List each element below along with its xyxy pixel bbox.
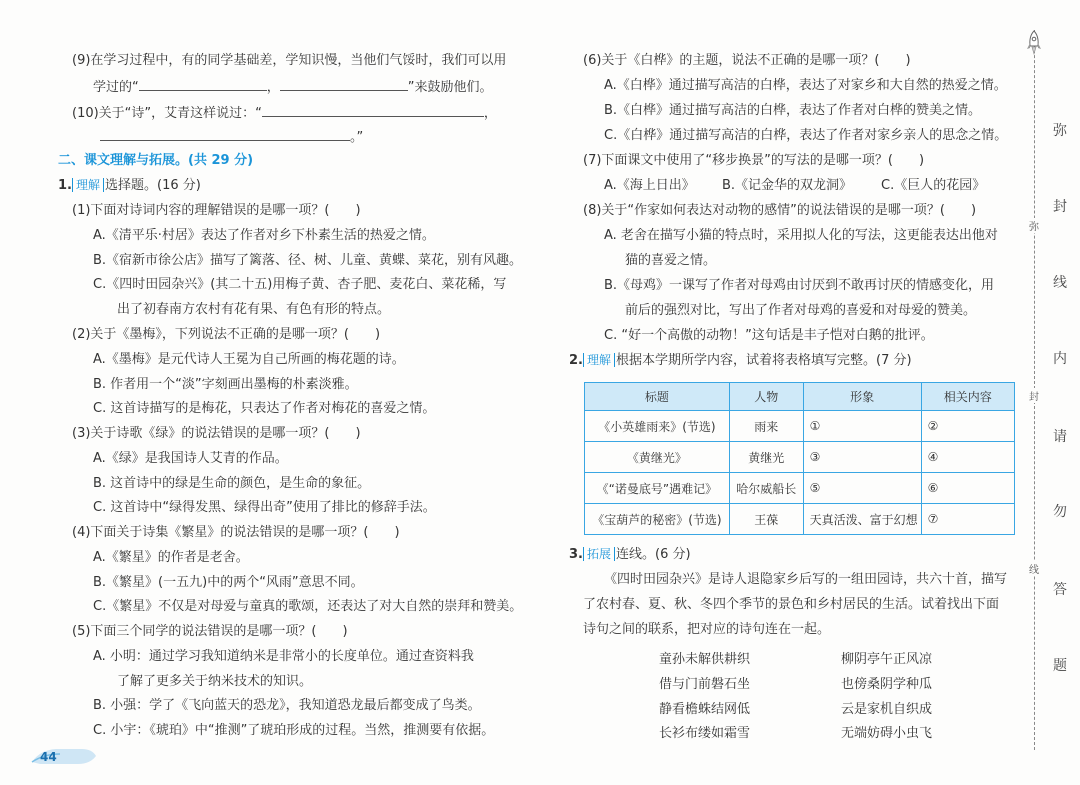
- q1-5-option-b[interactable]: B. 小强：学了《飞向蓝天的恐龙》，我知道恐龙最后都变成了鸟类。: [93, 698, 481, 713]
- match-right-item[interactable]: 也傍桑阴学种瓜: [841, 677, 933, 692]
- seal-char: 弥: [1053, 123, 1067, 139]
- seal-char: 内: [1053, 351, 1067, 367]
- q1-8: (8)关于“作家如何表达对动物的感情”的说法错误的是哪一项？( ): [583, 203, 977, 218]
- match-right-item[interactable]: 柳阴亭午正风凉: [841, 652, 933, 667]
- table-header: 标题: [585, 383, 730, 411]
- q1-8-option-a-cont: 猫的喜爱之情。: [625, 253, 717, 268]
- rocket-icon: [1027, 30, 1041, 60]
- q1-3-option-a[interactable]: A.《绿》是我国诗人艾青的作品。: [93, 451, 288, 466]
- q1-3-option-b[interactable]: B. 这首诗中的绿是生命的颜色，是生命的象征。: [93, 476, 371, 491]
- table-cell-answer[interactable]: ⑥: [921, 473, 1014, 504]
- tag-extend: 拓展: [583, 547, 615, 561]
- q3-paragraph-line1: 《四时田园杂兴》是诗人退隐家乡后写的一组田园诗，共六十首，描写: [604, 572, 1008, 587]
- seal-char-small: 弥: [1029, 218, 1039, 233]
- q1-1-option-c-cont: 出了初春南方农村有花有果、有色有形的特点。: [117, 302, 391, 317]
- seal-char: 请: [1053, 429, 1067, 445]
- table-header: 形象: [803, 383, 921, 411]
- table-cell: 《“诺曼底号”遇难记》: [585, 473, 730, 504]
- section-title: 二、课文理解与拓展。(共 29 分): [58, 153, 254, 168]
- q3-paragraph-line2: 了农村春、夏、秋、冬四个季节的景色和乡村居民的生活。试着找出下面: [583, 597, 1000, 612]
- table-cell: 哈尔威船长: [729, 473, 803, 504]
- table-cell: 天真活泼、富于幻想: [803, 504, 921, 535]
- tag-understand: 理解: [583, 353, 615, 367]
- q1-8-option-c[interactable]: C. “好一个高傲的动物！”这句话是丰子恺对白鹅的批评。: [604, 328, 934, 343]
- q10-line1: (10)关于“诗”，艾青这样说过：“ ，: [72, 103, 497, 123]
- table-row: [585, 442, 1015, 473]
- match-right-item[interactable]: 无端妨碍小虫飞: [841, 726, 933, 741]
- match-left-item[interactable]: 借与门前磐石坐: [659, 677, 751, 692]
- q1-6: (6)关于《白桦》的主题，说法不正确的是哪一项？( ): [583, 53, 911, 68]
- match-left-item[interactable]: 长衫布缕如霜雪: [659, 726, 751, 741]
- table-cell-answer[interactable]: ③: [803, 442, 921, 473]
- q1-3: (3)关于诗歌《绿》的说法错误的是哪一项？( ): [72, 426, 361, 441]
- q1-3-option-c[interactable]: C. 这首诗中“绿得发黑、绿得出奇”使用了排比的修辞手法。: [93, 500, 436, 515]
- q1-4-option-c[interactable]: C.《繁星》不仅是对母爱与童真的歌颂，还表达了对大自然的崇拜和赞美。: [93, 599, 523, 614]
- q1-7-option-b[interactable]: B.《记金华的双龙洞》: [722, 178, 853, 193]
- table-cell: 《小英雄雨来》(节选): [585, 411, 730, 442]
- seal-char: 答: [1053, 582, 1067, 598]
- table-cell: 《宝葫芦的秘密》(节选): [585, 504, 730, 535]
- q1-7: (7)下面课文中使用了“移步换景”的写法的是哪一项？( ): [583, 153, 925, 168]
- q1-1-option-c[interactable]: C.《四时田园杂兴》(其二十五)用梅子黄、杏子肥、麦花白、菜花稀，写: [93, 277, 507, 292]
- q1-1-option-b[interactable]: B.《宿新市徐公店》描写了篱落、径、树、儿童、黄蝶、菜花，别有风趣。: [93, 253, 523, 268]
- q1-1: (1)下面对诗词内容的理解错误的是哪一项？( ): [72, 203, 361, 218]
- answer-blank[interactable]: [280, 77, 408, 91]
- q1-heading: 1. 理解 选择题。(16 分): [58, 178, 201, 193]
- table-cell-answer[interactable]: ⑦: [921, 504, 1014, 535]
- q1-8-option-b-cont: 前后的强烈对比，写出了作者对母鸡的喜爱和对母爱的赞美。: [625, 303, 977, 318]
- answer-blank[interactable]: [100, 127, 350, 141]
- table-cell: 黄继光: [729, 442, 803, 473]
- seal-char: 勿: [1053, 504, 1067, 520]
- q1-6-option-b[interactable]: B.《白桦》通过描写高洁的白桦，表达了作者对白桦的赞美之情。: [604, 103, 982, 118]
- q1-1-option-a[interactable]: A.《清平乐·村居》表达了作者对乡下朴素生活的热爱之情。: [93, 228, 435, 243]
- seal-char-small: 线: [1029, 561, 1039, 576]
- q1-2: (2)关于《墨梅》，下列说法不正确的是哪一项？( ): [72, 327, 381, 342]
- q1-2-option-b[interactable]: B. 作者用一个“淡”字刻画出墨梅的朴素淡雅。: [93, 377, 358, 392]
- q1-7-option-c[interactable]: C.《巨人的花园》: [881, 178, 986, 193]
- q1-7-option-a[interactable]: A.《海上日出》: [604, 178, 695, 193]
- q1-5-option-c[interactable]: C. 小宇：《琥珀》中“推测”了琥珀形成的过程。当然，推测要有依据。: [93, 723, 495, 738]
- table-cell-answer[interactable]: ④: [921, 442, 1014, 473]
- q1-6-option-a[interactable]: A.《白桦》通过描写高洁的白桦，表达了对家乡和大自然的热爱之情。: [604, 78, 1007, 93]
- q2-heading: 2. 理解 根据本学期所学内容，试着将表格填写完整。(7 分): [569, 353, 912, 368]
- page-number: 44: [40, 750, 57, 764]
- seal-char: 线: [1053, 275, 1067, 291]
- answer-blank[interactable]: [262, 103, 484, 117]
- q1-4-option-a[interactable]: A.《繁星》的作者是老舍。: [93, 550, 249, 565]
- table-cell: 《黄继光》: [585, 442, 730, 473]
- q1-4: (4)下面关于诗集《繁星》的说法错误的是哪一项？( ): [72, 525, 400, 540]
- answer-blank[interactable]: [139, 77, 267, 91]
- table-row: [585, 411, 1015, 442]
- match-left-item[interactable]: 童孙未解供耕织: [659, 652, 751, 667]
- table-cell: 王葆: [729, 504, 803, 535]
- table-cell-answer[interactable]: ①: [803, 411, 921, 442]
- seal-char-small: 封: [1029, 388, 1039, 403]
- q3-heading: 3. 拓展 连线。(6 分): [569, 547, 691, 562]
- q1-6-option-c[interactable]: C.《白桦》通过描写高洁的白桦，表达了作者对家乡亲人的思念之情。: [604, 128, 1008, 143]
- table-row: [585, 473, 1015, 504]
- character-table: [584, 382, 1015, 535]
- table-cell-answer[interactable]: ⑤: [803, 473, 921, 504]
- table-cell: 雨来: [729, 411, 803, 442]
- q9-line1: (9)在学习过程中，有的同学基础差，学知识慢，当他们气馁时，我们可以用: [72, 53, 507, 68]
- match-left-item[interactable]: 静看檐蛛结网低: [659, 702, 751, 717]
- page-number-badge: [30, 744, 100, 772]
- table-header: 相关内容: [921, 383, 1014, 411]
- q3-paragraph-line3: 诗句之间的联系，把对应的诗句连在一起。: [583, 622, 831, 637]
- table-header-row: [585, 383, 1015, 411]
- q1-8-option-b[interactable]: B.《母鸡》一课写了作者对母鸡由讨厌到不敢再讨厌的情感变化，用: [604, 278, 995, 293]
- q10-line2: 。”: [100, 127, 363, 147]
- q1-5: (5)下面三个同学的说法错误的是哪一项？( ): [72, 624, 348, 639]
- q1-2-option-c[interactable]: C. 这首诗描写的是梅花，只表达了作者对梅花的喜爱之情。: [93, 401, 436, 416]
- seal-char: 封: [1053, 199, 1067, 215]
- table-row: [585, 504, 1015, 535]
- q1-8-option-a[interactable]: A. 老舍在描写小猫的特点时，采用拟人化的写法，这更能表达出他对: [604, 228, 998, 243]
- q1-4-option-b[interactable]: B.《繁星》(一五九)中的两个“风雨”意思不同。: [93, 575, 364, 590]
- q9-line2: 学过的“ ， ”来鼓励他们。: [93, 77, 493, 97]
- tag-understand: 理解: [72, 178, 104, 192]
- table-header: 人物: [729, 383, 803, 411]
- q1-5-option-a-cont: 了解了更多关于纳米技术的知识。: [117, 674, 313, 689]
- q1-5-option-a[interactable]: A. 小明：通过学习我知道纳米是非常小的长度单位。通过查资料我: [93, 649, 474, 664]
- table-cell-answer[interactable]: ②: [921, 411, 1014, 442]
- q1-2-option-a[interactable]: A.《墨梅》是元代诗人王冕为自己所画的梅花题的诗。: [93, 352, 405, 367]
- seal-char: 题: [1053, 658, 1067, 674]
- match-right-item[interactable]: 云是家机自织成: [841, 702, 933, 717]
